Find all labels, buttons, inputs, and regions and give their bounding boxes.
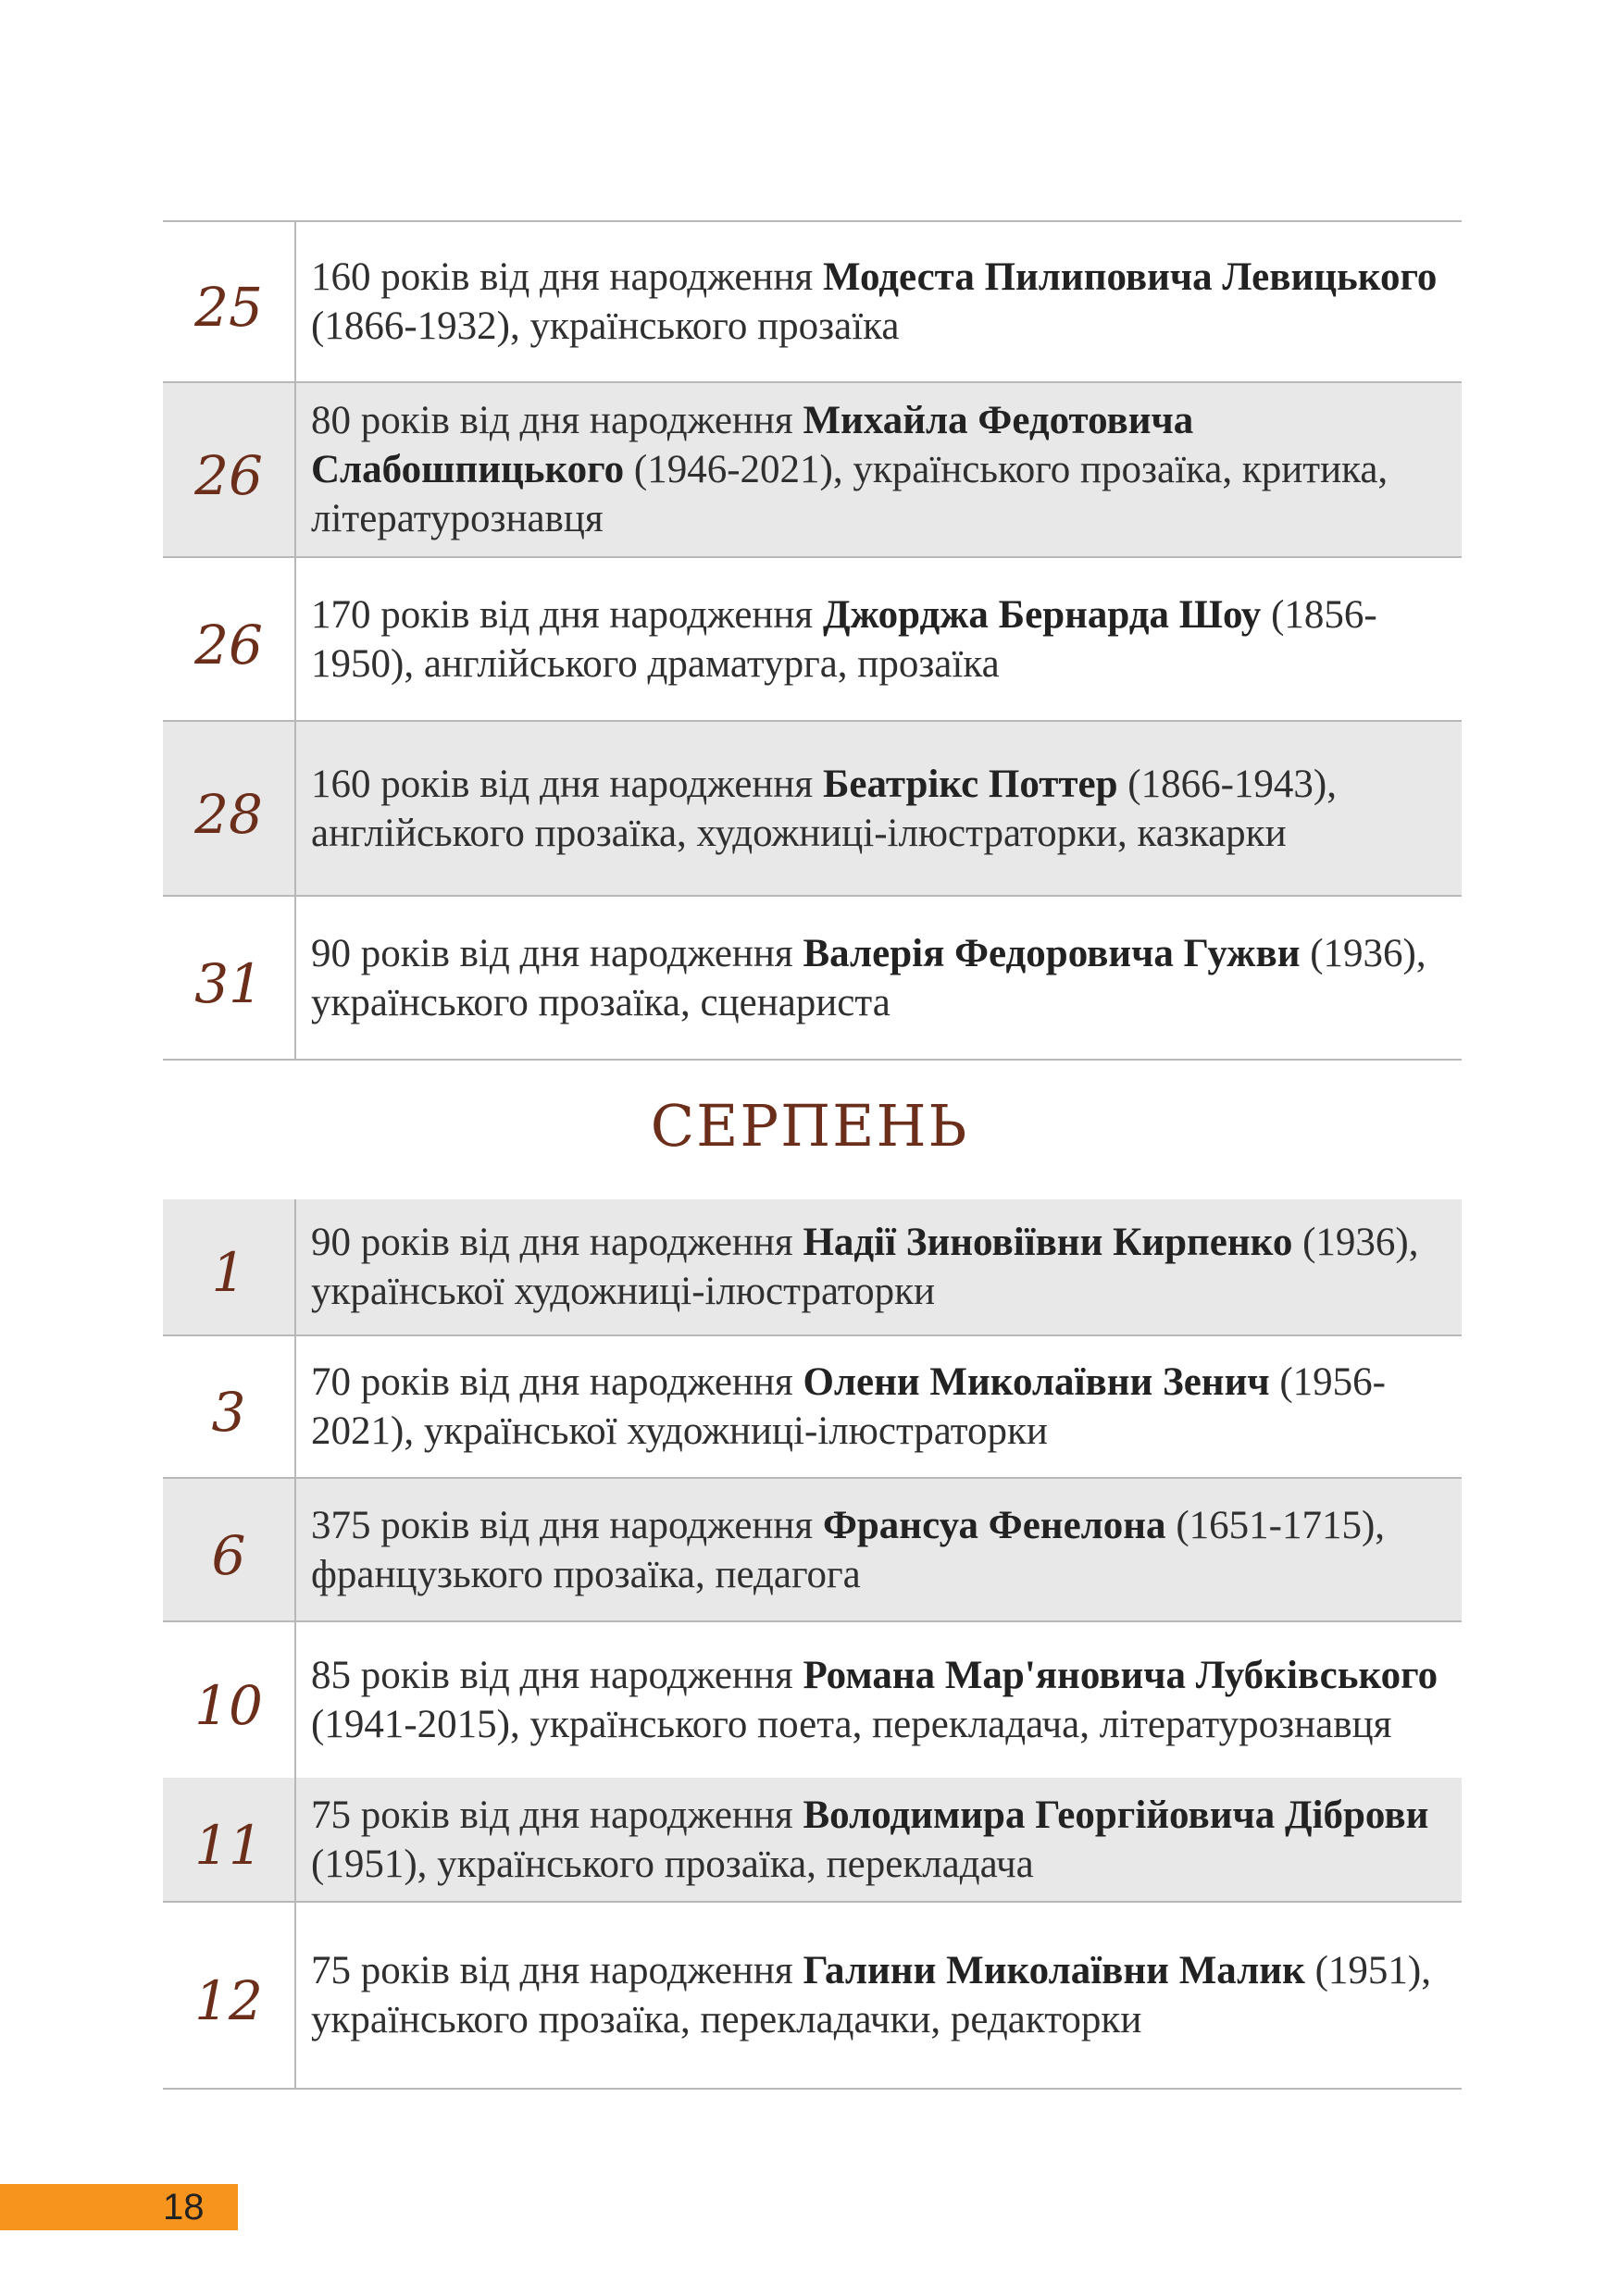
person-name: Джорджа Бернарда Шоу <box>822 592 1262 637</box>
person-name: Романа Мар'яновича Лубківського <box>803 1654 1438 1697</box>
day-number: 31 <box>163 897 296 1059</box>
page-number: 18 <box>0 2184 238 2230</box>
table-row <box>163 558 1462 722</box>
table-row <box>163 383 1462 558</box>
table-row <box>163 1199 1462 1336</box>
table-row <box>163 1622 1462 1778</box>
month-heading: СЕРПЕНЬ <box>650 1092 969 1160</box>
entry-text: 90 років від дня народження Надії Зиновіївни Кирпенко (1936), української художниці-ілюстраторки <box>311 1221 1419 1313</box>
person-name: Михайла Федотовича Слабошпицького <box>311 399 1194 491</box>
table-row <box>163 1778 1462 1903</box>
person-name: Модеста Пилиповича Левицького <box>822 255 1438 299</box>
table-row <box>163 1336 1462 1479</box>
table-row <box>163 1903 1462 2090</box>
entry-text: 70 років від дня народження Олени Миколаївни Зенич (1956-2021), української художниці-ілюстраторки <box>311 1360 1386 1453</box>
entry-text: 75 років від дня народження Галини Миколаївни Малик (1951), українського прозаїка, перекладачки, редакторки <box>311 1949 1431 2042</box>
person-name: Франсуа Фенелона <box>822 1503 1166 1547</box>
entry-text: 160 років від дня народження Беатрікс Поттер (1866-1943), англійського прозаїка, художниці-ілюстраторки, казкарки <box>311 762 1337 855</box>
person-name: Володимира Георгійовича Діброви <box>803 1793 1429 1837</box>
day-number: 28 <box>163 722 296 895</box>
day-number: 11 <box>163 1778 296 1901</box>
day-number: 26 <box>163 383 296 556</box>
person-name: Беатрікс Поттер <box>822 762 1118 806</box>
table-row <box>163 220 1462 383</box>
day-number: 3 <box>163 1336 296 1477</box>
day-number: 6 <box>163 1479 296 1620</box>
entry-text: 80 років від дня народження Михайла Федотовича Слабошпицького (1946-2021), українського прозаїка, критика, літературознавця <box>311 399 1389 540</box>
entry-text: 170 років від дня народження Джорджа Бернарда Шоу (1856-1950), англійського драматурга, прозаїка <box>311 592 1377 686</box>
person-name: Валерія Федоровича Гужви <box>803 931 1301 975</box>
day-number: 10 <box>163 1622 296 1778</box>
day-number: 26 <box>163 558 296 720</box>
entry-text: 375 років від дня народження Франсуа Фенелона (1651-1715), французького прозаїка, педагога <box>311 1503 1386 1596</box>
table-row <box>163 897 1462 1061</box>
entry-text: 90 років від дня народження Валерія Федоровича Гужви (1936), українського прозаїка, сценариста <box>311 931 1426 1024</box>
entry-text: 160 років від дня народження Модеста Пилиповича Левицького (1866-1932), українського прозаїка <box>311 255 1438 348</box>
person-name: Надії Зиновіївни Кирпенко <box>803 1221 1293 1264</box>
table-row <box>163 1479 1462 1622</box>
table-row <box>163 722 1462 897</box>
person-name: Олени Миколаївни Зенич <box>803 1360 1270 1404</box>
day-number: 12 <box>163 1903 296 2088</box>
july-table <box>163 220 1462 1061</box>
day-number: 1 <box>163 1199 296 1334</box>
august-table <box>163 1199 1462 2090</box>
entry-text: 85 років від дня народження Романа Мар'яновича Лубківського (1941-2015), українського поета, перекладача, літературознавця <box>311 1654 1438 1746</box>
day-number: 25 <box>163 222 296 381</box>
entry-text: 75 років від дня народження Володимира Георгійовича Діброви (1951), українського прозаїка, перекладача <box>311 1793 1429 1886</box>
person-name: Галини Миколаївни Малик <box>803 1949 1305 1992</box>
